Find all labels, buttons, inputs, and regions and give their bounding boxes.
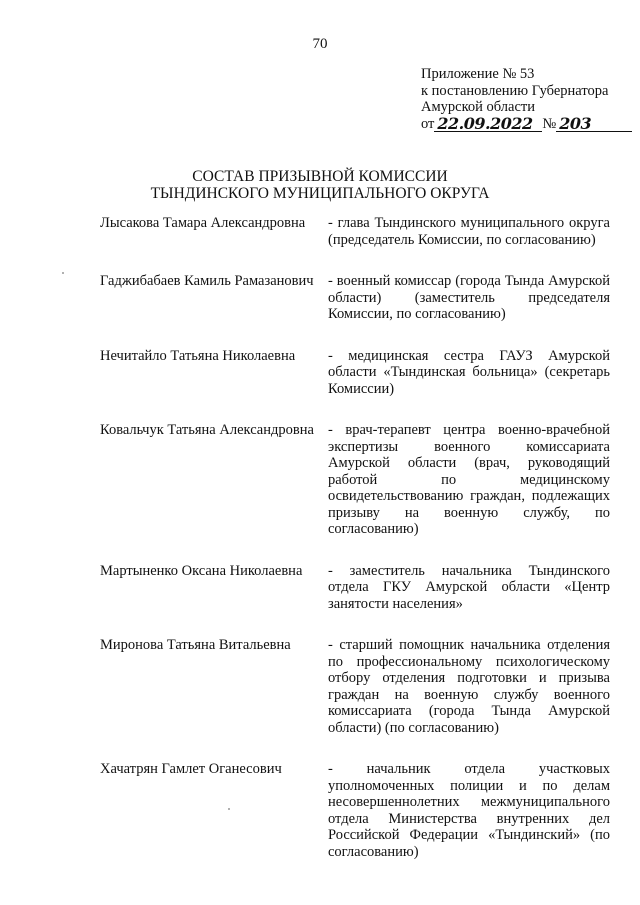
member-name: Миронова Татьяна Витальевна: [100, 637, 291, 653]
member-role: - врач-терапевт центра военно-врачебной экспертизы военного комиссариата Амурской области (врач, руководящий работой по медицинскому освидетельствованию граждан, подлежащих призыву на военную службу, по согласованию): [328, 422, 610, 537]
member-name: Ковальчук Татьяна Александровна: [100, 422, 314, 438]
member-row: [100, 563, 610, 613]
member-role: - заместитель начальника Тындинского отдела ГКУ Амурской области «Центр занятости населения»: [328, 562, 610, 612]
commission-members-list: [100, 215, 610, 860]
member-role: - медицинская сестра ГАУЗ Амурской области «Тындинская больница» (секретарь Комиссии): [328, 347, 610, 397]
member-row: [100, 273, 610, 323]
number-sign: №: [542, 115, 557, 132]
member-row: [100, 215, 610, 248]
member-name: Лысакова Тамара Александровна: [100, 215, 306, 231]
title-line-2: ТЫНДИНСКОГО МУНИЦИПАЛЬНОГО ОКРУГА: [150, 185, 490, 202]
handwritten-date: 22.09.2022: [434, 116, 542, 132]
document-title: [0, 168, 640, 202]
member-role: - глава Тындинского муниципального округа (председатель Комиссии, по согласованию): [328, 215, 610, 248]
member-role: - старший помощник начальника отделения по профессиональному психологическому отбору отделения подготовки и призыва граждан на военную службу военного комиссариата (города Тында Амурской области) (по согласованию): [328, 637, 610, 736]
appendix-decree-ref: к постановлению Губернатора: [421, 82, 609, 99]
member-name: Мартыненко Оксана Николаевна: [100, 562, 303, 579]
member-name: Хачатрян Гамлет Оганесович: [100, 761, 282, 777]
appendix-number: Приложение № 53: [421, 66, 535, 82]
member-role: - военный комиссар (города Тында Амурской области) (заместитель председателя Комиссии, по согласованию): [328, 273, 610, 322]
scan-speck: [62, 272, 64, 274]
member-row: [100, 422, 610, 538]
member-row: [100, 761, 610, 860]
scan-speck: [228, 808, 230, 810]
appendix-header: [421, 66, 636, 132]
member-name: Нечитайло Татьяна Николаевна: [100, 347, 296, 364]
member-row: [100, 348, 610, 398]
appendix-region: Амурской области: [421, 99, 535, 115]
date-prefix: от: [421, 115, 435, 132]
member-role: - начальник отдела участковых уполномоченных полиции и по делам несовершеннолетних межмуниципального отдела Министерства внутренних дел Российской Федерации «Тындинский» (по согласованию): [328, 761, 610, 860]
member-name: Гаджибабаев Камиль Рамазанович: [100, 273, 314, 289]
member-row: [100, 637, 610, 736]
title-line-1: СОСТАВ ПРИЗЫВНОЙ КОМИССИИ: [192, 168, 448, 185]
handwritten-number: 203: [556, 116, 632, 132]
page-number: 70: [312, 36, 328, 52]
appendix-date-line: [421, 116, 636, 133]
